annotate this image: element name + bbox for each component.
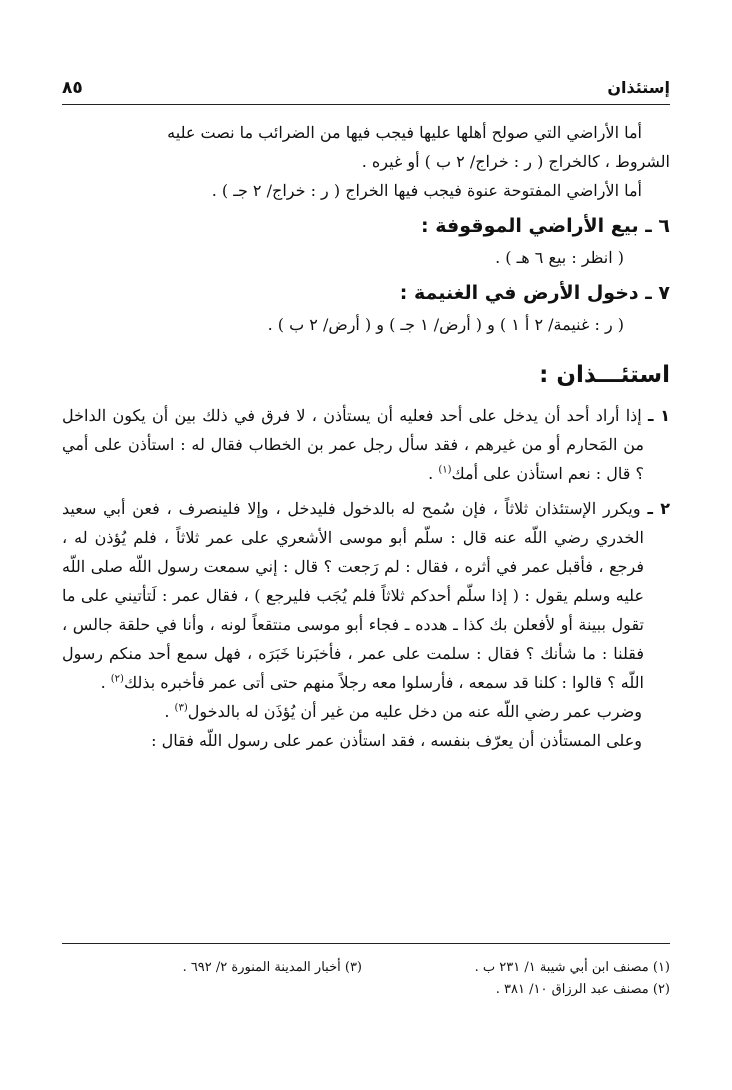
- main-heading: استئـــذان :: [539, 362, 670, 388]
- item-end: .: [428, 464, 439, 483]
- paragraph-text: وضرب عمر رضي اللّه عنه من دخل عليه من غير أن يُؤذَن له بالدخول: [187, 702, 642, 721]
- item-text: ويكرر الإستئذان ثلاثاً ، فإن سُمح له بالدخول فليدخل ، وإلا فلينصرف ، فعن أبي سعيد الخدري رضي اللّه عنه قال : سلّم أبو موسى الأشعري على عمر ثلاثاً ، فلم يُؤذن له ، فرجع ، فأقبل عمر في أثره ، فقال : لم رَجعت ؟ قال : إني سمعت رسول اللّه صلى اللّه عليه وسلم يقول : ( إذا سلّم أحدكم ثلاثاً فلم يُجَب فليرجع ) ، فقال عمر : لَتأتيني على ما تقول ببينة أو لأفعلن بك كذا ـ هدده ـ فجاء أبو موسى منتقعاً لونه ، وأنا في حلقة جالس ، فقلنا : ما شأنك ؟ فقال : سلمت على عمر ، فأخبَرنا خَبَرَه ، فهل سمع أحد منكم رسول اللّه ؟ قالوا : كلنا قد سمعه ، فأرسلوا معه رجلاً منهم حتى أتى عمر فأخبره بذلك: [62, 499, 644, 692]
- footnote-3: (٣) أخبار المدينة المنورة ٢/ ٦٩٢ .: [182, 960, 362, 975]
- footnote-1: (١) مصنف ابن أبي شيبة ١/ ٢٣١ ب .: [474, 960, 670, 975]
- footnote-separator: [62, 943, 670, 944]
- footnote-marker: (٢): [110, 673, 124, 685]
- page-number: ٨٥: [62, 78, 83, 98]
- item-text: إذا أراد أحد أن يدخل على أحد فعليه أن يستأذن ، لا فرق في ذلك بين أن يكون الداخل من المَحارم أو من غيرهم ، فقد سأل رجل عمر بن الخطاب فقال له : استأذن على أمي ؟ قال : نعم استأذن على أمك: [62, 406, 645, 483]
- paragraph-end: .: [164, 702, 175, 721]
- paragraph-umar: [62, 697, 670, 726]
- footnote-marker: (١): [438, 464, 452, 476]
- footnotes-column-left: [62, 957, 362, 979]
- item-number: ٢ ـ: [647, 499, 670, 518]
- numbered-item-2: [62, 494, 670, 697]
- numbered-item-1: [62, 401, 670, 488]
- paragraph-conquered-lands: [62, 176, 670, 205]
- section-7-reference: ( ر : غنيمة/ ٢ أ ١ ) و ( أرض/ ١ جـ ) و ( أرض/ ٢ ب ) .: [267, 315, 624, 334]
- footnotes-column-right: [370, 957, 670, 1001]
- paragraph-text: أما الأراضي المفتوحة عنوة فيجب فيها الخراج ( ر : خراج/ ٢ جـ ) .: [211, 181, 642, 200]
- paragraph-last: [62, 726, 670, 755]
- item-end: .: [100, 673, 111, 692]
- footnote-2: (٢) مصنف عبد الرزاق ١٠/ ٣٨١ .: [495, 982, 670, 997]
- running-title: إستئذان: [607, 78, 670, 97]
- footnote-marker: (٣): [174, 702, 188, 714]
- paragraph-reconciled-lands: [62, 118, 670, 147]
- page-body: [62, 118, 670, 755]
- paragraph-text: وعلى المستأذن أن يعرّف بنفسه ، فقد استأذن عمر على رسول اللّه فقال :: [151, 731, 642, 750]
- item-number: ١ ـ: [648, 406, 671, 425]
- paragraph-line-1: أما الأراضي التي صولح أهلها عليها فيجب فيها من الضرائب ما نصت عليه: [167, 123, 642, 142]
- page-header: [62, 74, 670, 105]
- paragraph-line-2: الشروط ، كالخراج ( ر : خراج/ ٢ ب ) أو غيره .: [361, 152, 670, 171]
- section-heading-6: ٦ ـ بيع الأراضي الموقوفة :: [421, 215, 670, 237]
- paragraph-continuation: [62, 147, 670, 176]
- section-heading-7: ٧ ـ دخول الأرض في الغنيمة :: [399, 282, 670, 304]
- section-6-reference: ( انظر : بيع ٦ هـ ) .: [495, 248, 624, 267]
